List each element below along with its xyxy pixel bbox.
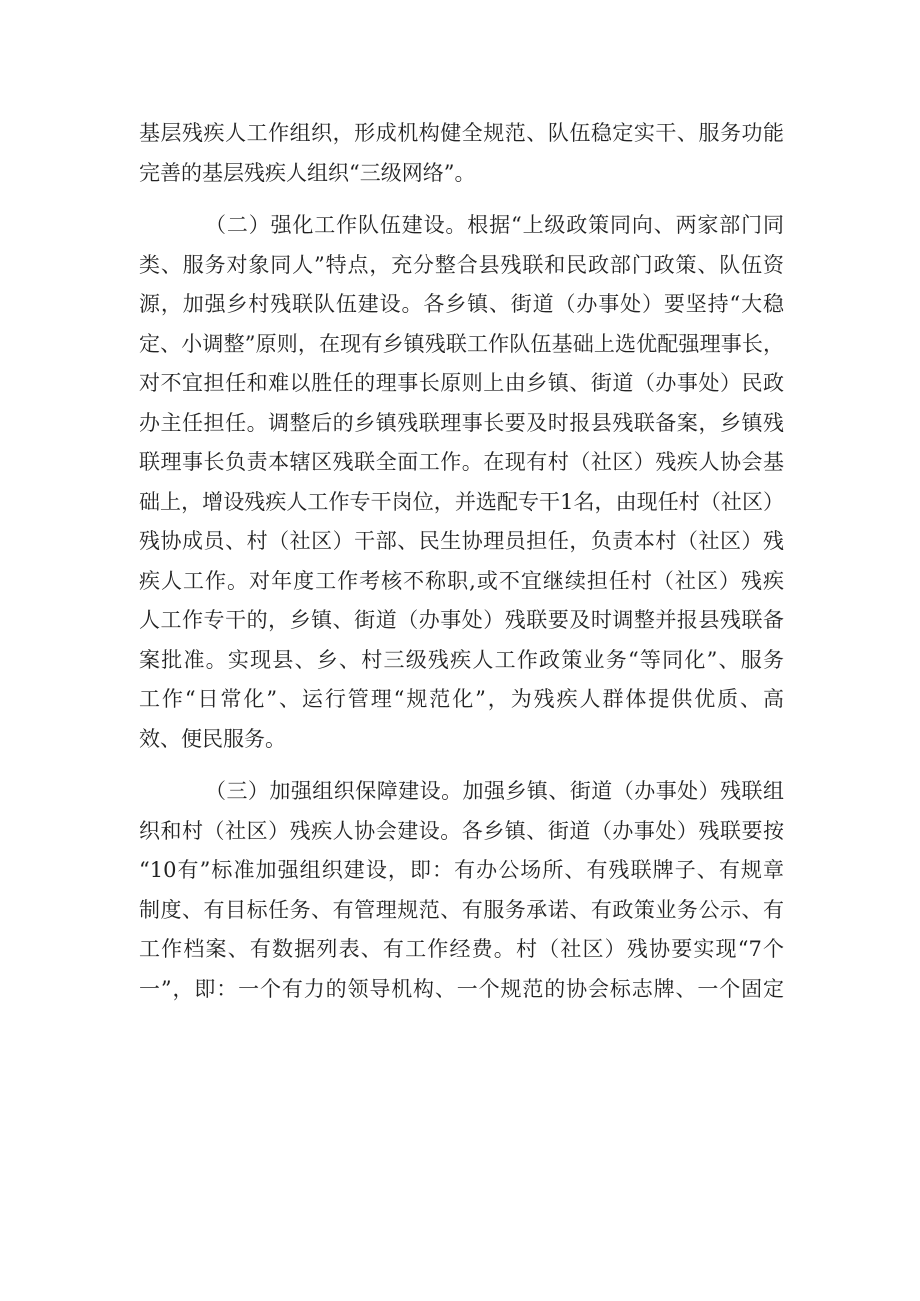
- text-line: 工作档案、有数据列表、有工作经费。村（社区）残协要实现“7个: [139, 937, 784, 961]
- text-line: 残协成员、村（社区）干部、民生协理员担任，负责本村（社区）残: [139, 529, 784, 553]
- text-line: 效、便民服务。: [139, 726, 286, 751]
- text-line: 织和村（社区）残疾人协会建设。各乡镇、街道（办事处）残联要按: [139, 818, 784, 843]
- text-line: 制度、有目标任务、有管理规范、有服务承诺、有政策业务公示、有: [139, 897, 784, 922]
- paragraph-2: [139, 206, 784, 759]
- text-line: 工作“日常化”、运行管理“规范化”，为残疾人群体提供优质、高: [139, 687, 784, 711]
- text-line: 办主任担任。调整后的乡镇残联理事长要及时报县残联备案，乡镇残: [139, 410, 784, 435]
- text-line: （三）加强组织保障建设。加强乡镇、街道（办事处）残联组: [205, 779, 784, 803]
- text-line: 联理事长负责本辖区残联全面工作。在现有村（社区）残疾人协会基: [139, 450, 784, 474]
- paragraph-1: [139, 114, 784, 193]
- text-line: （二）强化工作队伍建设。根据“上级政策同向、两家部门同: [205, 213, 784, 237]
- text-line: 一”，即：一个有力的领导机构、一个规范的协会标志牌、一个固定: [139, 976, 784, 1001]
- text-line: 疾人工作。对年度工作考核不称职,或不宜继续担任村（社区）残疾: [139, 568, 784, 593]
- body-text: [139, 114, 784, 1009]
- text-line: 源，加强乡村残联队伍建设。各乡镇、街道（办事处）要坚持“大稳: [139, 292, 784, 316]
- text-line: 案批准。实现县、乡、村三级残疾人工作政策业务“等同化”、服务: [139, 647, 784, 672]
- paragraph-3: [139, 772, 784, 1009]
- text-line: 基层残疾人工作组织，形成机构健全规范、队伍稳定实干、服务功能: [139, 121, 784, 145]
- text-line: 对不宜担任和难以胜任的理事长原则上由乡镇、街道（办事处）民政: [139, 371, 784, 395]
- text-line: 人工作专干的，乡镇、街道（办事处）残联要及时调整并报县残联备: [139, 608, 784, 632]
- text-line: 完善的基层残疾人组织“三级网络”。: [139, 160, 476, 185]
- text-line: 类、服务对象同人”特点，充分整合县残联和民政部门政策、队伍资: [139, 252, 784, 277]
- text-line: 定、小调整”原则，在现有乡镇残联工作队伍基础上选优配强理事长，: [139, 331, 784, 356]
- text-line: 础上，增设残疾人工作专干岗位，并选配专干1名，由现任村（社区）: [139, 489, 784, 514]
- text-line: “10有”标准加强组织建设，即：有办公场所、有残联牌子、有规章: [139, 858, 784, 882]
